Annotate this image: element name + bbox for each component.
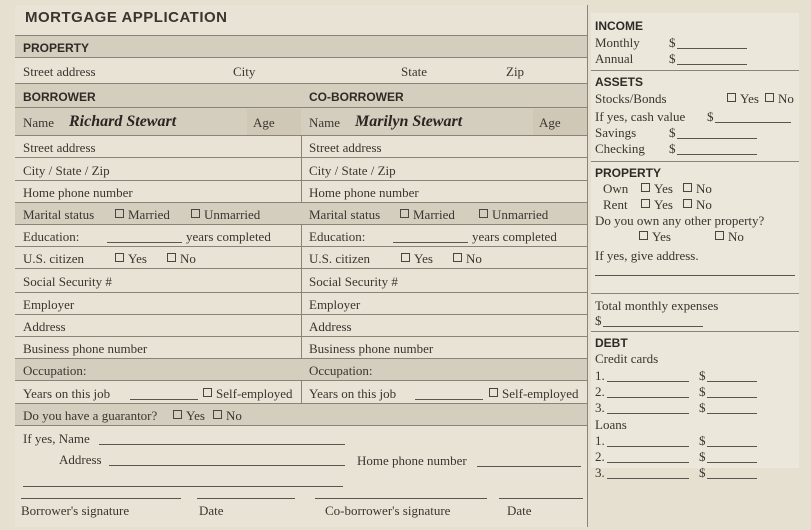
monthly-label: Monthly <box>595 35 640 50</box>
home-phone-label: Home phone number <box>309 185 419 200</box>
cash-value-line[interactable] <box>715 122 791 123</box>
credit-card-amount-line[interactable] <box>707 397 757 398</box>
property-row <box>15 58 587 84</box>
married-label: Married <box>413 207 455 222</box>
no-label: No <box>778 91 794 106</box>
education-label: Education: <box>309 229 366 244</box>
unmarried-checkbox[interactable] <box>479 207 548 223</box>
checkbox-icon <box>641 199 650 208</box>
checking-line[interactable] <box>677 154 757 155</box>
education-line[interactable] <box>393 242 468 243</box>
street-address-label: Street address <box>23 64 96 79</box>
married-checkbox[interactable] <box>115 207 170 223</box>
checkbox-icon <box>115 253 124 262</box>
yes-label: Yes <box>652 229 671 244</box>
credit-card-line[interactable] <box>607 397 689 398</box>
borrower-header: BORROWER <box>23 90 96 104</box>
age-label: Age <box>539 115 561 130</box>
us-citizen-label: U.S. citizen <box>23 251 85 266</box>
years-on-job-line[interactable] <box>130 399 198 400</box>
checkbox-icon <box>453 253 462 262</box>
currency-symbol: $ <box>669 51 676 66</box>
item-number: 1. <box>595 433 605 448</box>
rent-no-checkbox[interactable] <box>683 197 712 213</box>
checkbox-icon <box>400 209 409 218</box>
form-title: MORTGAGE APPLICATION <box>25 9 228 26</box>
guarantor-name-line[interactable] <box>99 444 345 445</box>
no-label: No <box>180 251 196 266</box>
checkbox-icon <box>213 410 222 419</box>
ssn-label: Social Security # <box>309 274 398 289</box>
city-label: City <box>233 64 256 79</box>
guarantor-phone-label: Home phone number <box>357 453 467 468</box>
citizen-no-checkbox[interactable] <box>453 251 482 267</box>
other-property-question: Do you own any other property? <box>595 213 765 228</box>
employer-label: Employer <box>309 297 361 312</box>
home-phone-label: Home phone number <box>23 185 133 200</box>
date-line[interactable] <box>197 498 295 499</box>
date-label: Date <box>199 503 224 518</box>
citizen-no-checkbox[interactable] <box>167 251 196 267</box>
citizen-yes-checkbox[interactable] <box>401 251 433 267</box>
annual-label: Annual <box>595 51 634 66</box>
guarantor-name-label: If yes, Name <box>23 431 90 446</box>
address-label: Address <box>23 319 66 334</box>
checkbox-icon <box>727 93 736 102</box>
street-address-label: Street address <box>309 140 382 155</box>
checkbox-icon <box>715 231 724 240</box>
unmarried-label: Unmarried <box>204 207 261 222</box>
ssn-label: Social Security # <box>23 274 112 289</box>
guarantor-address-label: Address <box>59 452 102 467</box>
years-on-job-label: Years on this job <box>309 386 397 401</box>
guarantor-address-line[interactable] <box>109 465 345 466</box>
marital-status-label: Marital status <box>309 207 381 222</box>
yes-label: Yes <box>740 91 759 106</box>
employer-row <box>15 293 587 315</box>
other-yes-checkbox[interactable] <box>639 229 671 245</box>
checkbox-icon <box>683 199 692 208</box>
coborrower-name-value[interactable]: Marilyn Stewart <box>355 113 463 130</box>
checkbox-icon <box>489 388 498 397</box>
currency-symbol: $ <box>669 35 676 50</box>
checkbox-icon <box>203 388 212 397</box>
employer-label: Employer <box>23 297 75 312</box>
yes-label: Yes <box>186 408 205 423</box>
guarantor-question: Do you have a guarantor? <box>23 408 158 423</box>
credit-card-amount-line[interactable] <box>707 413 757 414</box>
rent-label: Rent <box>603 197 628 212</box>
age-label: Age <box>253 115 275 130</box>
coborrower-header: CO-BORROWER <box>309 90 404 104</box>
rent-yes-checkbox[interactable] <box>641 197 673 213</box>
total-expenses-line[interactable] <box>603 326 703 327</box>
occupation-row <box>15 359 587 381</box>
currency-symbol: $ <box>595 313 602 328</box>
zip-label: Zip <box>506 64 525 79</box>
currency-symbol: $ <box>699 433 706 448</box>
self-employed-label: Self-employed <box>216 386 293 401</box>
own-label: Own <box>603 181 629 196</box>
checkbox-icon <box>479 209 488 218</box>
checkbox-icon <box>683 183 692 192</box>
no-label: No <box>466 251 482 266</box>
item-number: 3. <box>595 400 605 415</box>
no-label: No <box>226 408 242 423</box>
give-address-label: If yes, give address. <box>595 248 699 263</box>
years-on-job-label: Years on this job <box>23 386 111 401</box>
currency-symbol: $ <box>669 125 676 140</box>
date-label: Date <box>507 503 532 518</box>
us-citizen-label: U.S. citizen <box>309 251 371 266</box>
name-label: Name <box>23 115 55 130</box>
years-on-job-line[interactable] <box>415 399 483 400</box>
yes-label: Yes <box>654 197 673 212</box>
state-label: State <box>401 64 427 79</box>
years-completed-label: years completed <box>186 229 271 244</box>
no-label: No <box>696 181 712 196</box>
yes-label: Yes <box>654 181 673 196</box>
city-state-zip-label: City / State / Zip <box>23 163 110 178</box>
address-label: Address <box>309 319 352 334</box>
checkbox-icon <box>641 183 650 192</box>
no-label: No <box>728 229 744 244</box>
item-number: 3. <box>595 465 605 480</box>
checkbox-icon <box>173 410 182 419</box>
business-phone-label: Business phone number <box>309 341 434 356</box>
checkbox-icon <box>639 231 648 240</box>
own-yes-checkbox[interactable] <box>641 181 673 197</box>
credit-card-line[interactable] <box>607 381 689 382</box>
loan-line[interactable] <box>607 446 689 447</box>
currency-symbol: $ <box>669 141 676 156</box>
unmarried-checkbox[interactable] <box>191 207 260 223</box>
coborrower-signature-label: Co-borrower's signature <box>325 503 451 518</box>
yes-label: Yes <box>414 251 433 266</box>
currency-symbol: $ <box>699 400 706 415</box>
total-expenses-label: Total monthly expenses <box>595 298 719 313</box>
city-state-zip-label: City / State / Zip <box>309 163 396 178</box>
signature-line[interactable] <box>315 498 487 499</box>
checkbox-icon <box>765 93 774 102</box>
signature-line[interactable] <box>21 498 181 499</box>
checkbox-icon <box>191 209 200 218</box>
own-no-checkbox[interactable] <box>683 181 712 197</box>
loan-amount-line[interactable] <box>707 478 757 479</box>
checkbox-icon <box>115 209 124 218</box>
divider <box>591 70 799 71</box>
item-number: 2. <box>595 384 605 399</box>
currency-symbol: $ <box>699 465 706 480</box>
divider <box>591 161 799 162</box>
assets-header: ASSETS <box>595 75 644 89</box>
loan-line[interactable] <box>607 478 689 479</box>
no-label: No <box>696 197 712 212</box>
stocks-bonds-label: Stocks/Bonds <box>595 91 667 106</box>
savings-line[interactable] <box>677 138 757 139</box>
unmarried-label: Unmarried <box>492 207 549 222</box>
debt-header: DEBT <box>595 336 628 350</box>
currency-symbol: $ <box>699 449 706 464</box>
borrower-name-value[interactable]: Richard Stewart <box>69 113 177 130</box>
stocks-no-checkbox[interactable] <box>765 91 794 107</box>
divider <box>591 331 799 332</box>
credit-card-amount-line[interactable] <box>707 381 757 382</box>
savings-label: Savings <box>595 125 637 140</box>
yes-label: Yes <box>128 251 147 266</box>
education-label: Education: <box>23 229 80 244</box>
marital-status-label: Marital status <box>23 207 95 222</box>
self-employed-label: Self-employed <box>502 386 579 401</box>
loan-amount-line[interactable] <box>707 446 757 447</box>
business-phone-label: Business phone number <box>23 341 148 356</box>
self-employed-checkbox[interactable] <box>203 386 293 402</box>
header-row <box>15 84 587 108</box>
checkbox-icon <box>167 253 176 262</box>
mortgage-form-left <box>15 5 588 527</box>
property-header: PROPERTY <box>23 41 90 55</box>
guarantor-phone-line[interactable] <box>477 466 581 467</box>
currency-symbol: $ <box>699 368 706 383</box>
monthly-income-line[interactable] <box>677 48 747 49</box>
date-line[interactable] <box>499 498 583 499</box>
item-number: 1. <box>595 368 605 383</box>
guarantor-no-checkbox[interactable] <box>213 408 242 424</box>
mortgage-form-right <box>591 13 799 468</box>
occupation-label: Occupation: <box>309 363 373 378</box>
currency-symbol: $ <box>707 109 714 124</box>
street-row <box>15 136 587 158</box>
citizen-yes-checkbox[interactable] <box>115 251 147 267</box>
citizen-row <box>15 247 587 269</box>
stocks-yes-checkbox[interactable] <box>727 91 759 107</box>
education-line[interactable] <box>107 242 182 243</box>
other-no-checkbox[interactable] <box>715 229 744 245</box>
name-label: Name <box>309 115 341 130</box>
property-header-row <box>15 36 587 58</box>
currency-symbol: $ <box>699 384 706 399</box>
address-row <box>15 315 587 337</box>
loan-line[interactable] <box>607 462 689 463</box>
divider <box>591 293 799 294</box>
other-address-line[interactable] <box>595 275 795 276</box>
occupation-label: Occupation: <box>23 363 87 378</box>
loan-amount-line[interactable] <box>707 462 757 463</box>
annual-income-line[interactable] <box>677 64 747 65</box>
checking-label: Checking <box>595 141 645 156</box>
credit-cards-label: Credit cards <box>595 351 659 366</box>
guarantor-yes-checkbox[interactable] <box>173 408 205 424</box>
cash-value-label: If yes, cash value <box>595 109 686 124</box>
street-address-label: Street address <box>23 140 96 155</box>
credit-card-line[interactable] <box>607 413 689 414</box>
loans-label: Loans <box>595 417 627 432</box>
married-label: Married <box>128 207 170 222</box>
item-number: 2. <box>595 449 605 464</box>
married-checkbox[interactable] <box>400 207 455 223</box>
income-header: INCOME <box>595 19 643 33</box>
guarantor-extra-line[interactable] <box>23 486 343 487</box>
borrower-signature-label: Borrower's signature <box>21 503 130 518</box>
self-employed-checkbox[interactable] <box>489 386 579 402</box>
checkbox-icon <box>401 253 410 262</box>
property-header: PROPERTY <box>595 166 662 180</box>
years-completed-label: years completed <box>472 229 557 244</box>
